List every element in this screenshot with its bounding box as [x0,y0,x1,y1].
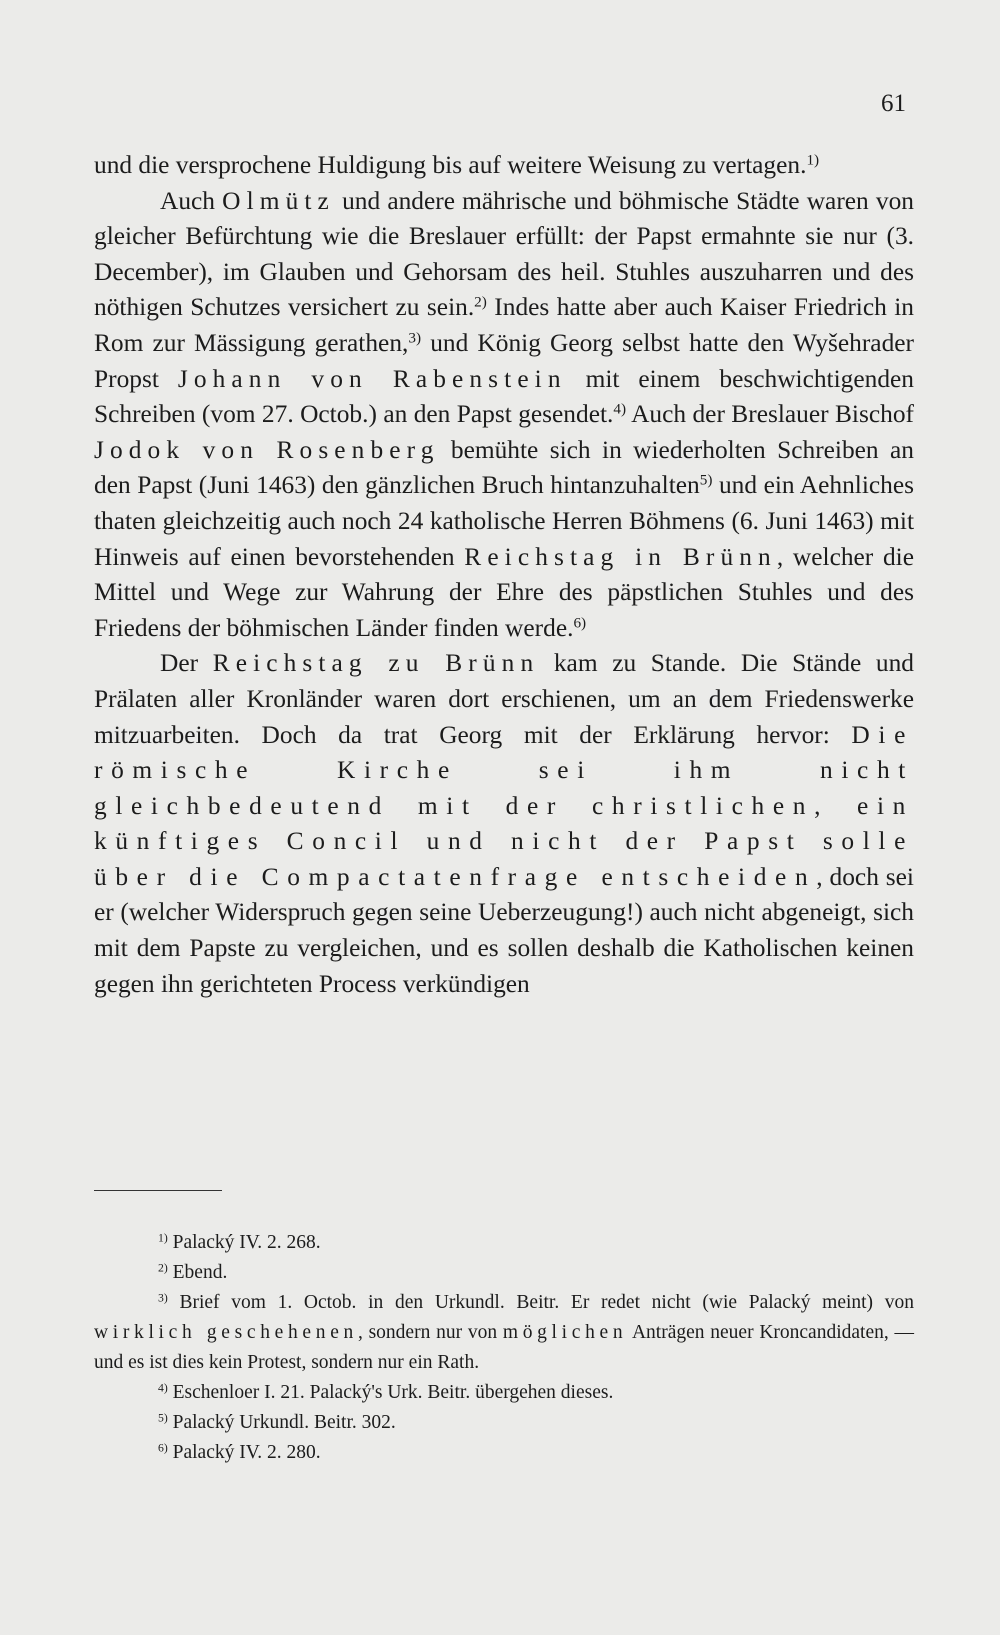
footnote-ref: 2) [474,294,487,311]
footnote-2 [94,1258,914,1288]
text-segment: Auch der Breslauer Bischof [626,400,914,429]
footnote-text: Palacký Urkundl. Beitr. 302. [167,1412,396,1433]
text-segment: mit einem beschwichtigenden Schreiben (vom 27. Octob.) an den Papst gesendet. [94,364,914,429]
spaced-emphasis: Die römische Kirche sei ihm nicht gleichbedeutend mit der christlichen, ein künftiges Concil und nicht der Papst solle über die Compactatenfrage entscheiden [94,720,914,891]
footnote-text: Palacký IV. 2. 268. [167,1232,321,1253]
footnote-6 [94,1438,914,1468]
spaced-emphasis: wirklich geschehenen [94,1322,358,1343]
text-segment: und ein Aehnliches thaten gleichzeitig auch noch 24 katholische Herren Böhmens (6. Juni 1463) mit Hinweis auf einen bevorstehenden [94,471,915,571]
footnote-text: Anträgen neuer Kroncandidaten, — und es ist dies kein Protest, sondern nur ein Rath. [94,1322,914,1373]
footnote-3 [94,1288,914,1378]
footnote-text: , sondern nur von [357,1322,503,1343]
footnote-mark: 1) [158,1231,168,1245]
spaced-name: Reichstag in Brünn [464,542,777,571]
paragraph-3 [94,646,914,1002]
text-segment: bemühte sich in wiederholten Schreiben an den Papst (Juni 1463) den gänzlichen Bruch hintanzuhalten [94,435,914,500]
paragraph-2 [94,184,914,647]
footnote-mark: 6) [158,1441,168,1455]
text-segment: und andere mährische und böhmische Städte waren von gleicher Befürchtung wie die Breslauer erfüllt: der Papst ermahnte sie nur (3. December), im Glauben und Gehorsam des heil. Stuhles auszuharren und des nöthigen Schutzes versichert zu sein. [94,186,914,322]
footnote-ref: 5) [699,471,713,489]
footnote-ref: 4) [613,400,627,418]
footnote-text: Eschenloer I. 21. Palacký's Urk. Beitr. übergehen dieses. [167,1382,614,1403]
spaced-emphasis: möglichen [502,1322,628,1343]
main-text [94,148,914,1002]
spaced-name: Olmütz [222,186,335,215]
page-number: 61 [881,90,906,117]
footnote-ref: 6) [573,614,587,632]
footnote-4 [94,1378,914,1408]
footnote-mark: 3) [158,1291,168,1305]
footnote-mark: 5) [158,1411,168,1425]
footnote-text: Ebend. [167,1262,228,1283]
text-segment: Auch [160,186,223,215]
footnotes [94,1228,914,1468]
text-segment: und die versprochene Huldigung bis auf weitere Weisung zu vertagen. [94,151,807,179]
text-segment: , welcher die Mittel und Wege zur Wahrung der Ehre des päpstlichen Stuhles und des Friedens der böhmischen Länder finden werde. [94,542,914,642]
footnote-mark: 4) [158,1381,168,1395]
text-segment: Der [160,649,213,678]
footnote-5 [94,1408,914,1438]
spaced-name: Johann von Rabenstein [177,364,567,393]
spaced-name: Jodok von Rosenberg [94,435,440,464]
text-segment: kam zu Stande. Die Stände und Prälaten aller Kronländer waren dort erschienen, um an dem Friedenswerke mitzuarbeiten. Doch da trat Georg mit der Erklärung hervor: [94,649,914,749]
text-segment: Indes hatte aber auch Kaiser Friedrich in Rom zur Mässigung gerathen, [94,293,914,357]
footnote-ref: 3) [408,329,422,347]
spaced-name: Reichstag zu Brünn [212,649,540,678]
footnote-mark: 2) [158,1261,168,1275]
text-segment: , doch sei er (welcher Widerspruch gegen seine Ueberzeugung!) auch nicht abgeneigt, sich mit dem Papste zu vergleichen, und es sollen deshalb die Katholischen keinen gegen ihn gerichteten Process verkündigen [94,862,914,998]
footnote-text: Brief vom 1. Octob. in den Urkundl. Beitr. Er redet nicht (wie Palacký meint) von [167,1292,914,1313]
footnote-text: Palacký IV. 2. 280. [167,1442,321,1463]
footnote-1 [94,1228,914,1258]
footnote-ref: 1) [806,151,820,169]
text-segment: und König Georg selbst hatte den Wyšehrader Propst [94,328,914,393]
footnote-separator [94,1190,222,1191]
paragraph-1 [94,148,914,184]
